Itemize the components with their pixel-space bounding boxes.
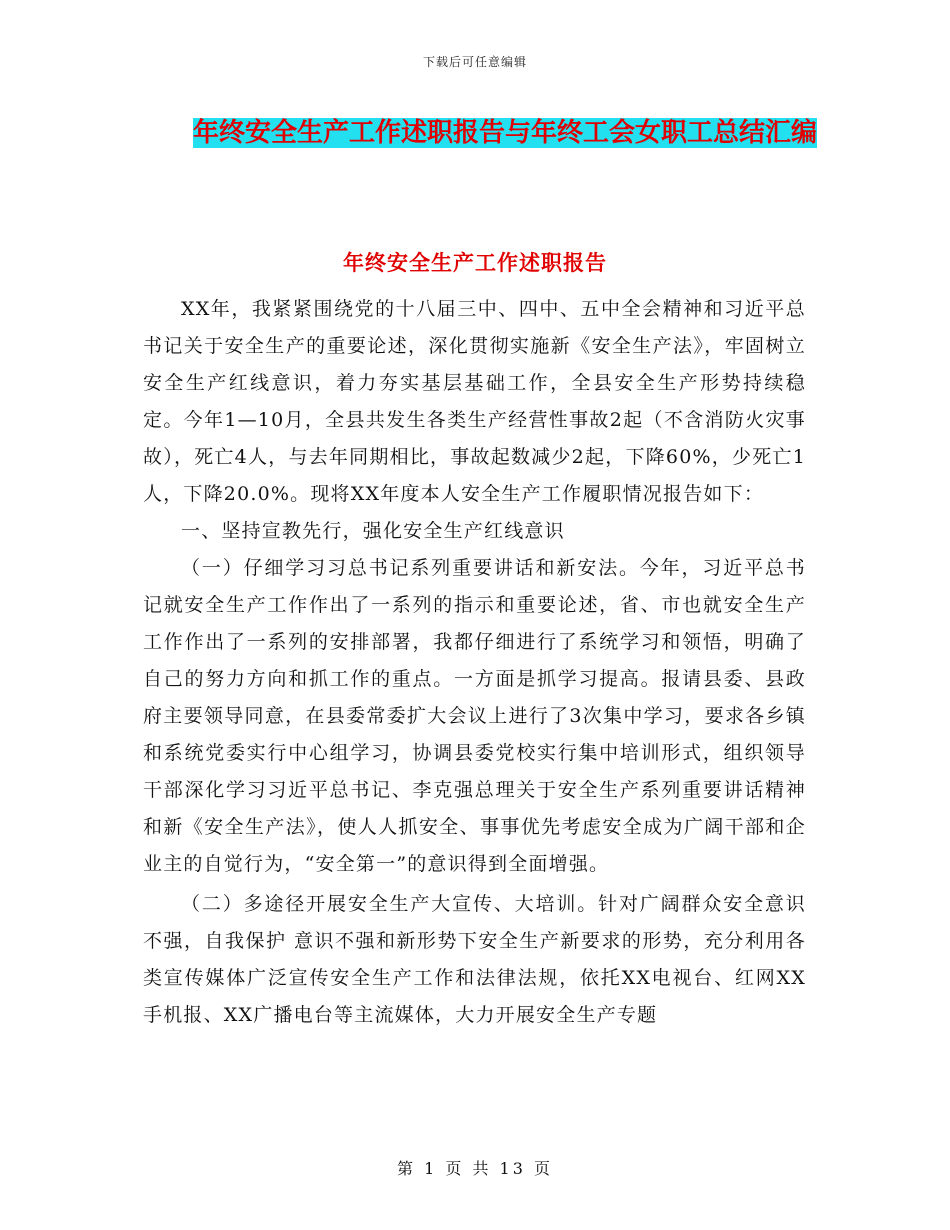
paragraph-heading-1: 一、坚持宣教先行，强化安全生产红线意识	[181, 520, 565, 542]
section-title: 年终安全生产工作述职报告	[343, 251, 607, 275]
document-title-text: 年终安全生产工作述职报告与年终工会女职工总结汇编	[192, 118, 817, 148]
body-text	[143, 291, 806, 1034]
paragraph-intro: XX年，我紧紧围绕党的十八届三中、四中、五中全会精神和习近平总书记关于安全生产的重要论述，深化贯彻实施新《安全生产法》，牢固树立安全生产红线意识，着力夯实基层基础工作，全县安全生产形势持续稳定。今年1—10月，全县共发生各类生产经营性事故2起（不含消防火灾事故），死亡4人，与去年同期相比，事故起数减少2起，下降60%，少死亡1人，下降20.0%。现将XX年度本人安全生产工作履职情况报告如下：	[143, 298, 806, 505]
paragraph-item-2: （二）多途径开展安全生产大宣传、大培训。针对广阔群众安全意识不强，自我保护 意识不强和新形势下安全生产新要求的形势，充分利用各类宣传媒体广泛宣传安全生产工作和法律法规，依托XX电视台、红网XX手机报、XX广播电台等主流媒体，大力开展安全生产专题	[143, 893, 806, 1026]
document-title	[190, 112, 820, 154]
header-note: 下载后可任意编辑	[422, 55, 527, 69]
page-footer: 第 1 页 共 13 页	[397, 1159, 553, 1178]
paragraph-item-1: （一）仔细学习习总书记系列重要讲话和新安法。今年，习近平总书记就安全生产工作作出了一系列的指示和重要论述，省、市也就安全生产工作作出了一系列的安排部署，我都仔细进行了系统学习和领悟，明确了自己的努力方向和抓工作的重点。一方面是抓学习提高。报请县委、县政府主要领导同意，在县委常委扩大会议上进行了3次集中学习，要求各乡镇和系统党委实行中心组学习，协调县委党校实行集中培训形式，组织领导干部深化学习习近平总书记、李克强总理关于安全生产系列重要讲话精神和新《安全生产法》，使人人抓安全、事事优先考虑安全成为广阔干部和企业主的自觉行为，“安全第一”的意识得到全面增强。	[143, 557, 806, 875]
